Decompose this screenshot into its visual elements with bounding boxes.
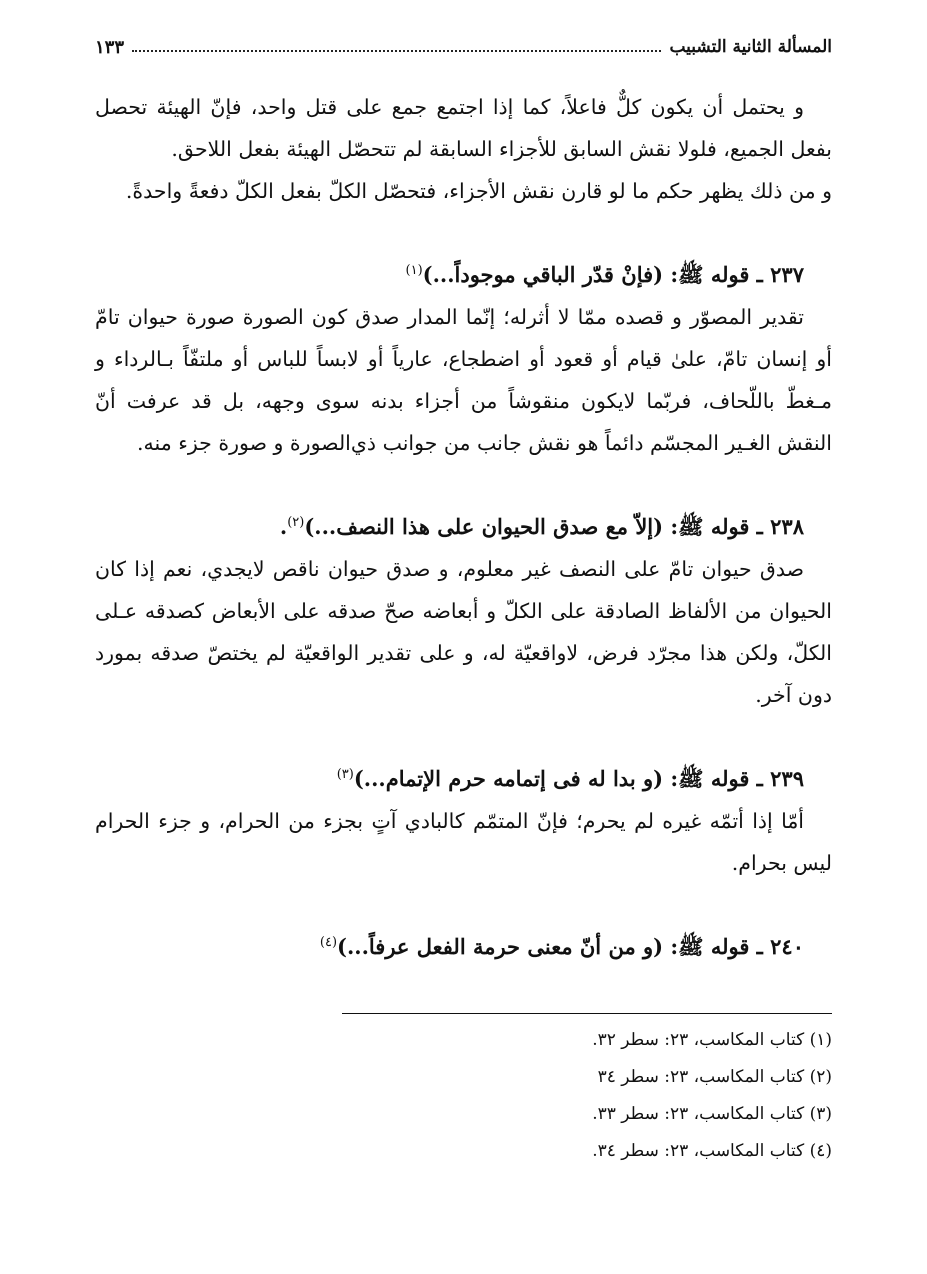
commentary-237 xyxy=(95,250,832,464)
commentary-number: ٢٣٩ xyxy=(770,766,804,791)
commentary-239 xyxy=(95,754,832,884)
honorific: ﷺ: xyxy=(670,934,704,959)
footnote-ref-2[interactable]: (٢) xyxy=(287,515,305,530)
commentary-body: صدق حيوان تامّ على النصف غير معلوم، و صدق حيوان ناقص لايجدي، نعم إذا كان الحيوان من الألفاظ الصادقة على الكلّ و أبعاضه صحّ صدقه على الأبعاض كصدقه عـلى الكلّ، ولكن هذا مجرّد فرض، لاواقعيّة له، و على تقدير الواقعيّة لم يختصّ صدقه بمورد دون آخر. xyxy=(95,557,832,707)
footnotes xyxy=(232,1022,832,1170)
commentary-body: أمّا إذا أتمّه غيره لم يحرم؛ فإنّ المتمّم كالبادي آتٍ بجزء من الحرام، و جزء الحرام ليس بحرام. xyxy=(95,809,832,875)
footnote-3: (٣) كتاب المكاسب، ٢٣: سطر ٣٣. xyxy=(592,1104,832,1124)
commentary-number: ٢٤٠ xyxy=(770,934,804,959)
commentary-heading xyxy=(95,754,832,800)
body-text xyxy=(95,86,832,968)
honorific: ﷺ: xyxy=(670,514,704,539)
commentary-238 xyxy=(95,502,832,716)
footnote-ref-3[interactable]: (٣) xyxy=(336,767,354,782)
footnote-1: (١) كتاب المكاسب، ٢٣: سطر ٣٢. xyxy=(592,1030,832,1050)
commentary-number: ٢٣٧ xyxy=(770,262,804,287)
commentary-heading xyxy=(95,922,832,968)
intro-paragraph-2: و من ذلك يظهر حكم ما لو قارن نقش الأجزاء، فتحصّل الكلّ بفعل الكلّ دفعةً واحدةً. xyxy=(125,179,832,203)
commentary-heading xyxy=(95,250,832,296)
quoted-text: (و بدا له فى إتمامه حرم الإتمام...) xyxy=(353,766,664,791)
footnote-4: (٤) كتاب المكاسب، ٢٣: سطر ٣٤. xyxy=(592,1141,832,1161)
quoted-text: (و من أنّ معنى حرمة الفعل عرفاً...) xyxy=(337,934,664,959)
commentary-heading xyxy=(95,502,832,548)
commentary-number: ٢٣٨ xyxy=(770,514,804,539)
running-header xyxy=(95,32,832,62)
honorific: ﷺ: xyxy=(670,766,704,791)
leader-dots xyxy=(132,50,661,52)
footnote-2: (٢) كتاب المكاسب، ٢٣: سطر ٣٤ xyxy=(597,1067,832,1087)
footnote-ref-4[interactable]: (٤) xyxy=(319,935,338,950)
commentary-label: ـ قوله xyxy=(710,766,763,791)
commentary-label: ـ قوله xyxy=(710,514,763,539)
commentary-240 xyxy=(95,922,832,968)
page-number: ١٣٣ xyxy=(95,36,125,58)
commentary-label: ـ قوله xyxy=(710,934,763,959)
commentary-label: ـ قوله xyxy=(710,262,763,287)
intro-paragraph-1: و يحتمل أن يكون كلٌّ فاعلاً، كما إذا اجتمع جمع على قتل واحد، فإنّ الهيئة تحصل بفعل الجميع، فلولا نقش السابق للأجزاء السابقة لم تتحصّل الهيئة بفعل اللاحق. xyxy=(95,95,832,161)
quoted-text: (إلاّ مع صدق الحيوان على هذا النصف...) xyxy=(304,514,664,539)
quoted-text: (فإنْ قدّر الباقي موجوداً...) xyxy=(422,262,664,287)
section-title: المسألة الثانية التشبيب xyxy=(669,37,832,57)
honorific: ﷺ: xyxy=(670,262,704,287)
footnote-divider xyxy=(342,1013,832,1014)
heading-trail: . xyxy=(279,514,288,539)
footnote-ref-1[interactable]: (١) xyxy=(405,263,423,278)
commentary-body: تقدير المصوّر و قصده ممّا لا أثرله؛ إنّما المدار صدق كون الصورة صورة حيوان تامّ أو إنسان تامّ، علىٰ قيام أو قعود أو اضطجاع، عارياً أو لابساً للباس أو ملتفّاً بـالرداء و مـغطّ باللّحاف، فربّما لايكون منقوشاً من أجزاء بدنه سوى وجهه، بل قد عرفت أنّ النقش الغـير المجسّم دائماً هو نقش جانب من جوانب ذي‌الصورة و صورة جزء منه. xyxy=(95,305,832,455)
